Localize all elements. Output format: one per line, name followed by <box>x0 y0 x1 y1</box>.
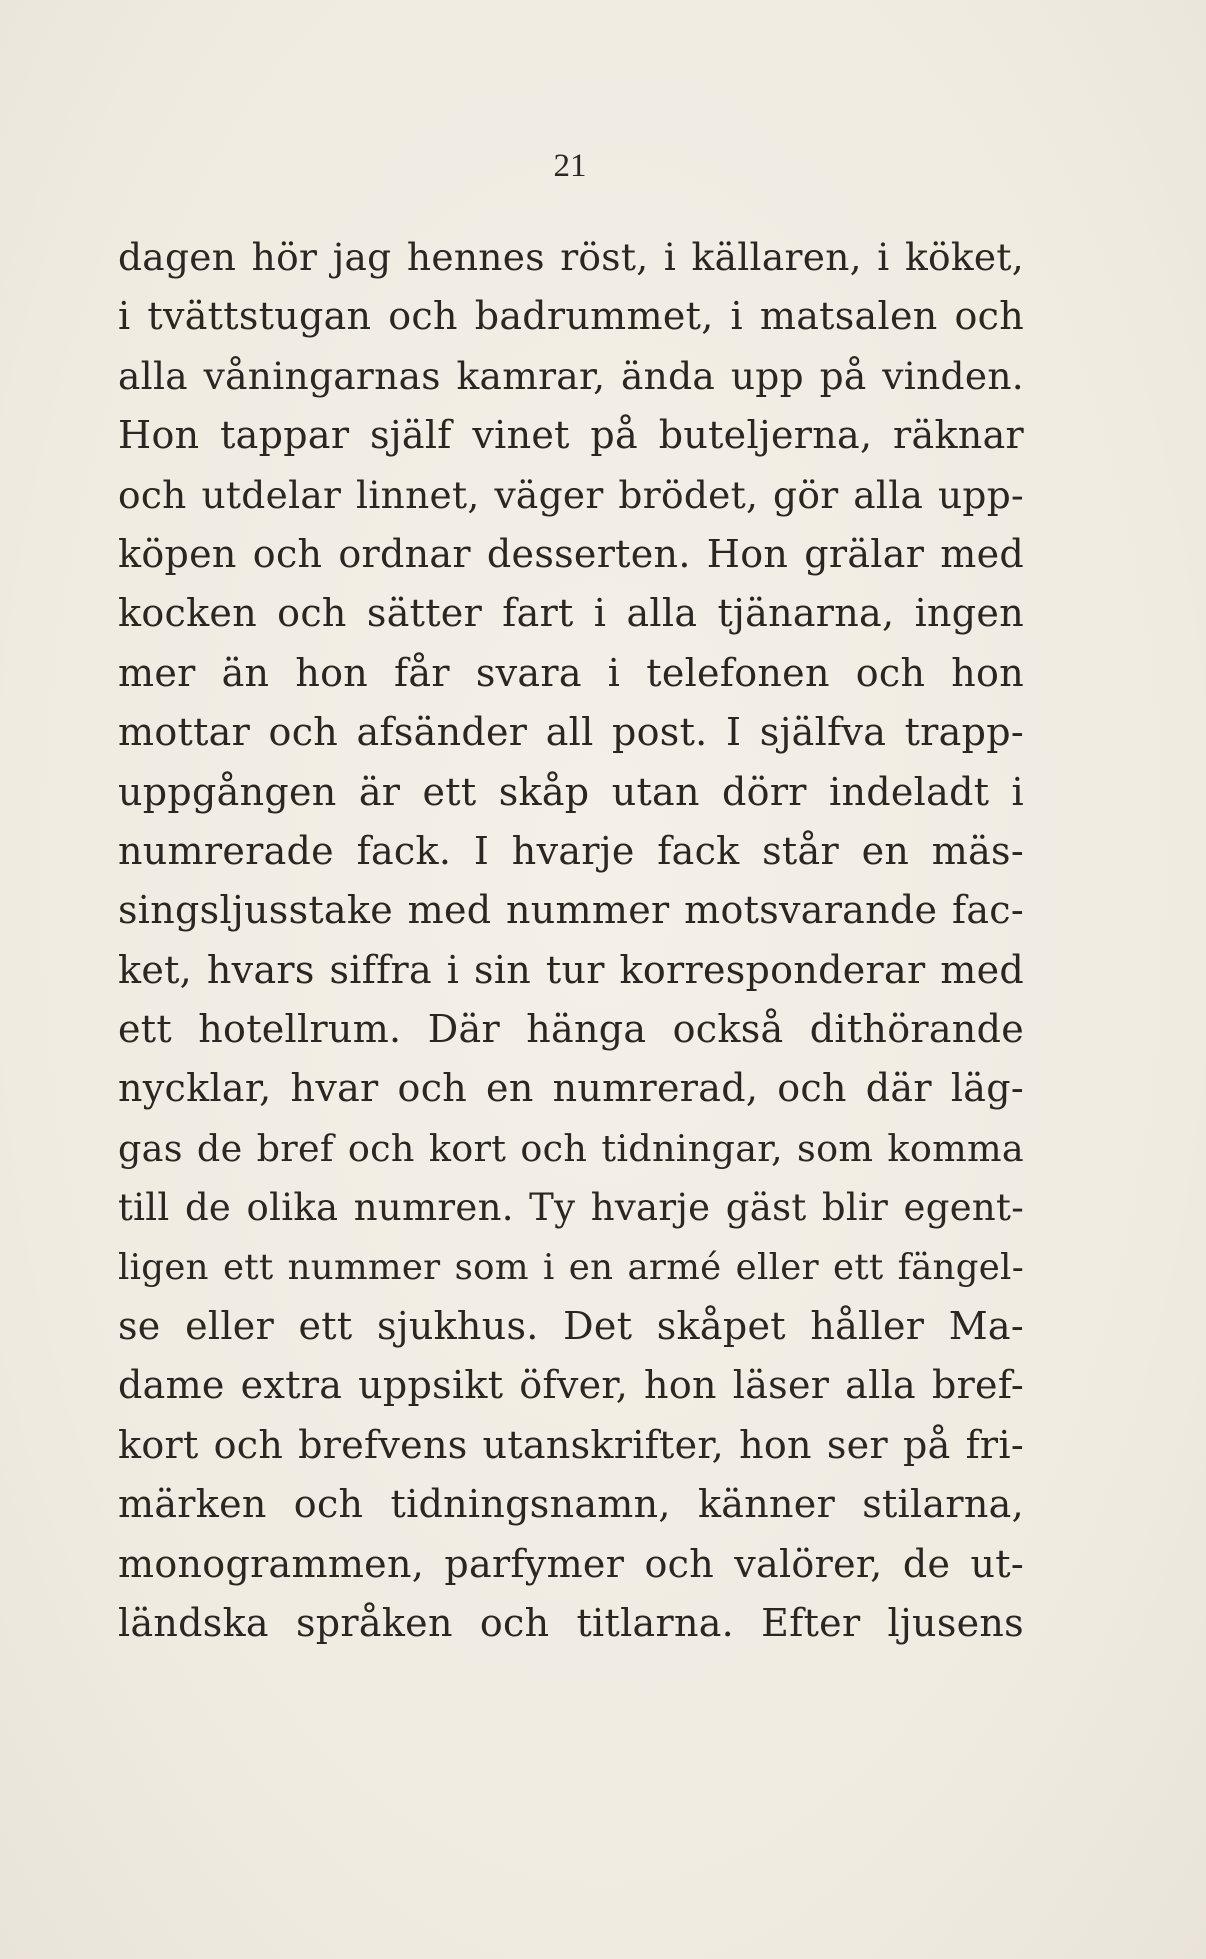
text-line: gas de bref och kort och tidningar, som komma <box>118 1126 1024 1170</box>
text-line: alla våningarnas kamrar, ända upp på vinden. <box>118 353 1024 398</box>
text-line: märken och tidningsnamn, känner stilarna, <box>118 1482 1024 1527</box>
text-line: ligen ett nummer som i en armé eller ett fängel- <box>118 1246 1024 1288</box>
text-line: nycklar, hvar och en numrerad, och där läg- <box>118 1066 1024 1111</box>
text-line: kocken och sätter fart i alla tjänarna, ingen <box>118 591 1024 636</box>
text-line: dagen hör jag hennes röst, i källaren, i köket, <box>118 235 1024 279</box>
text-line: ett hotellrum. Där hänga också dithörande <box>118 1007 1024 1052</box>
text-line: kort och brefvens utanskrifter, hon ser på fri- <box>118 1422 1024 1467</box>
text-line: ländska språken och titlarna. Efter ljusens <box>118 1600 1024 1645</box>
text-line: i tvättstugan och badrummet, i matsalen och <box>118 294 1024 339</box>
body-text <box>118 228 1024 1653</box>
text-line: Hon tappar själf vinet på buteljerna, räknar <box>118 413 1024 458</box>
text-line: dame extra uppsikt öfver, hon läser alla bref- <box>118 1363 1024 1408</box>
text-line: och utdelar linnet, väger brödet, gör alla upp- <box>118 472 1024 517</box>
text-line: köpen och ordnar desserten. Hon grälar med <box>118 531 1024 576</box>
text-line: mer än hon får svara i telefonen och hon <box>118 650 1024 695</box>
text-line: singsljusstake med nummer motsvarande fac- <box>118 888 1024 933</box>
text-line: mottar och afsänder all post. I själfva trapp- <box>118 710 1024 755</box>
text-line: uppgången är ett skåp utan dörr indeladt i <box>118 769 1024 814</box>
page-number: 21 <box>553 148 587 184</box>
text-line: till de olika numren. Ty hvarje gäst blir egent- <box>118 1186 1024 1230</box>
text-line: numrerade fack. I hvarje fack står en mäs- <box>118 828 1024 873</box>
text-line: se eller ett sjukhus. Det skåpet håller Ma- <box>118 1304 1024 1349</box>
text-line: monogrammen, parfymer och valörer, de ut- <box>118 1541 1024 1586</box>
text-line: ket, hvars siffra i sin tur korresponderar med <box>118 947 1024 992</box>
